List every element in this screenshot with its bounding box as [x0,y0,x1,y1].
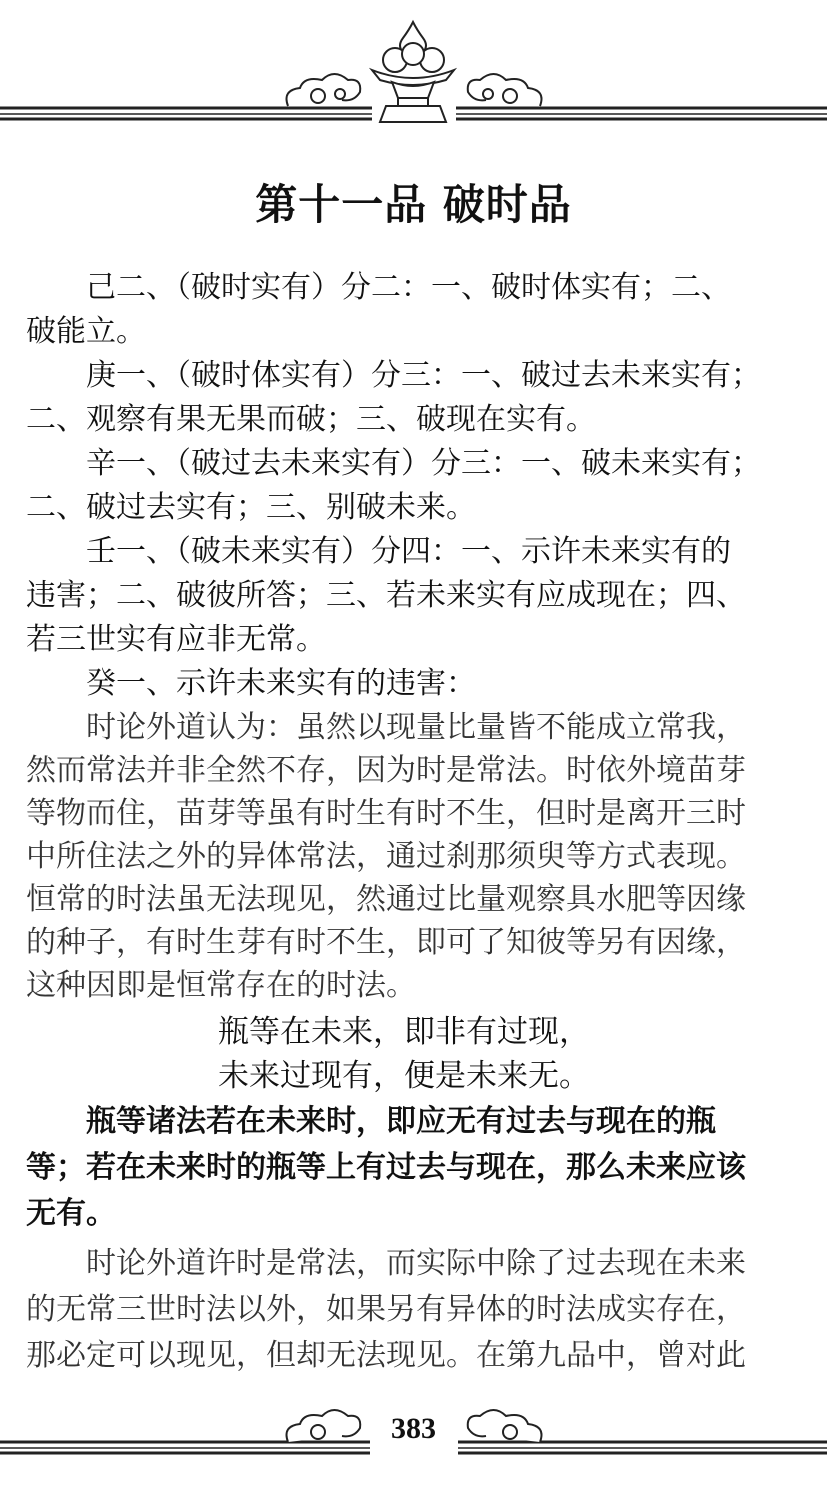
text-line: 那必定可以现见，但却无法现见。在第九品中，曾对此 [26,1338,746,1373]
text-line: 的种子，有时生芽有时不生，即可了知彼等另有因缘， [26,925,746,960]
offering-bowl-icon [372,22,454,122]
text-line: 恒常的时法虽无法现见，然通过比量观察具水肥等因缘 [26,882,746,917]
text-line: 这种因即是恒常存在的时法。 [26,968,416,1003]
text-line: 违害；二、破彼所答；三、若未来实有应成现在；四、 [26,578,746,613]
text-line: 辛一、（破过去未来实有）分三：一、破未来实有； [26,446,761,481]
text-line: 二、观察有果无果而破；三、破现在实有。 [26,402,596,437]
cloud-ornament-left-icon [287,74,361,106]
verse-line: 瓶等在未来，即非有过现， [218,1014,590,1050]
header-rule-left [0,108,372,119]
cloud-ornament-right-icon [468,74,542,106]
header-rule-right [456,108,827,119]
text-line: 的无常三世时法以外，如果另有异体的时法成实存在， [26,1292,746,1327]
text-line: 瓶等诸法若在未来时，即应无有过去与现在的瓶 [26,1104,716,1139]
text-line: 时论外道认为：虽然以现量比量皆不能成立常我， [26,710,746,745]
text-line: 无有。 [26,1196,116,1231]
text-line: 破能立。 [26,314,146,349]
page-title: 第十一品 破时品 [255,180,572,229]
text-line: 等；若在未来时的瓶等上有过去与现在，那么未来应该 [26,1150,746,1185]
header-ornament [0,0,827,140]
verse-line: 未来过现有，便是未来无。 [218,1058,590,1094]
text-line: 中所住法之外的异体常法，通过刹那须臾等方式表现。 [26,839,746,874]
text-line: 等物而住，苗芽等虽有时生有时不生，但时是离开三时 [26,796,746,831]
text-line: 然而常法并非全然不存，因为时是常法。时依外境苗芽 [26,753,746,788]
text-line: 二、破过去实有；三、别破未来。 [26,490,476,525]
page-number: 383 [391,1412,436,1445]
text-line: 庚一、（破时体实有）分三：一、破过去未来实有； [26,358,761,393]
text-line: 己二、（破时实有）分二：一、破时体实有；二、 [26,270,731,305]
text-line: 若三世实有应非无常。 [26,622,326,657]
text-line: 壬一、（破未来实有）分四：一、示许未来实有的 [26,534,731,569]
text-line: 癸一、示许未来实有的违害： [26,666,476,701]
text-line: 时论外道许时是常法，而实际中除了过去现在未来 [26,1246,746,1281]
